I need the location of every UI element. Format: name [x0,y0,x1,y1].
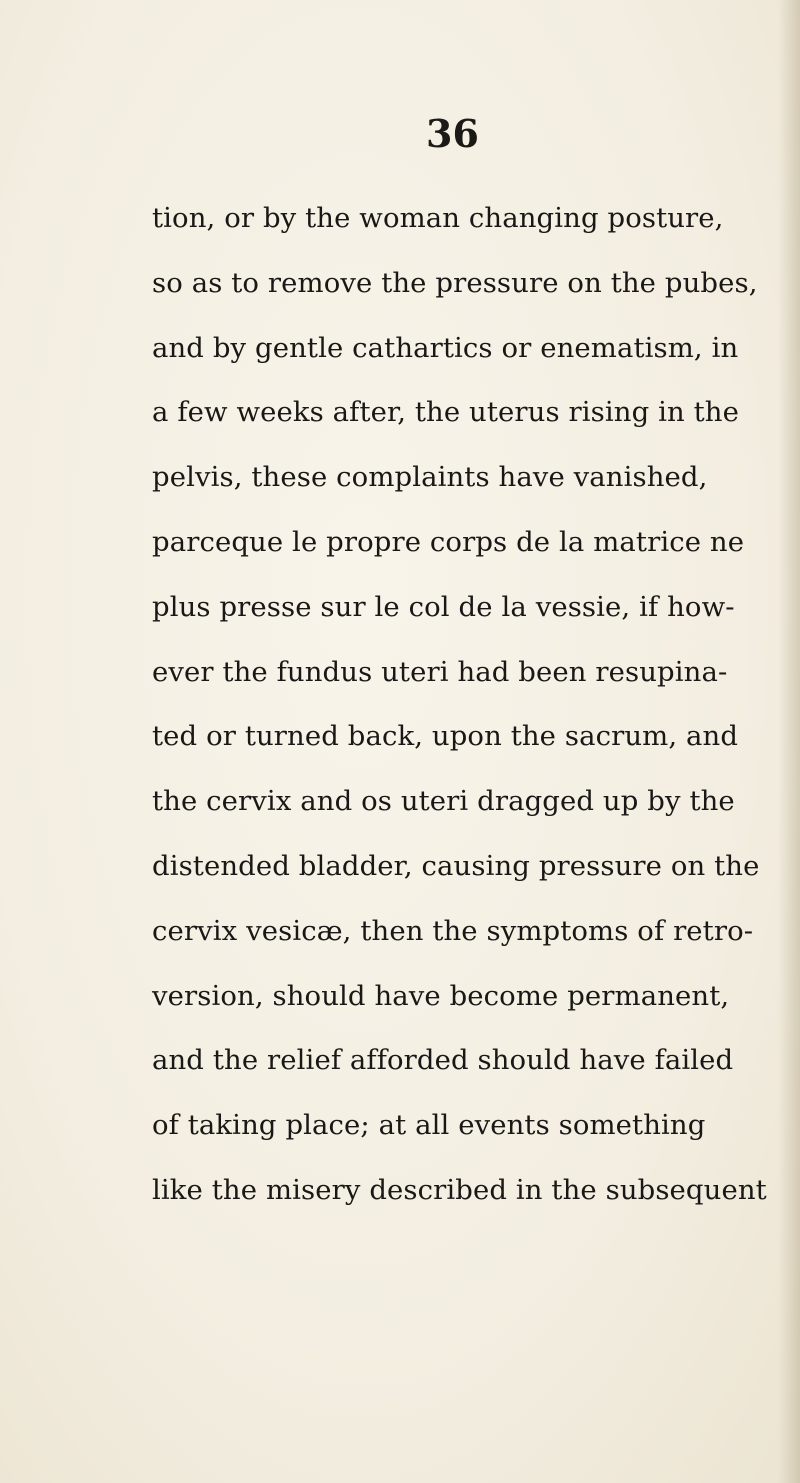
text-line: a few weeks after, the uterus rising in the [152,396,739,429]
text-line: distended bladder, causing pressure on the [152,849,760,882]
text-line: tion, or by the woman changing posture, [152,202,724,234]
text-line: of taking place; at all events something [152,1109,706,1142]
text-line: so as to remove the pressure on the pubes, [152,266,758,299]
text-line: plus presse sur le col de la vessie, if how- [152,590,735,623]
text-line: cervix vesicæ, then the symptoms of retro- [152,914,754,947]
text-line: like the misery described in the subsequent [152,1173,767,1206]
text-line: ever the fundus uteri had been resupina- [152,655,728,688]
text-line: and by gentle cathartics or enematism, in [152,331,739,364]
text-line: ted or turned back, upon the sacrum, and [152,720,739,753]
text-line: parceque le propre corps de la matrice ne [152,525,745,558]
text-line: and the relief afforded should have failed [152,1044,734,1077]
body-text [152,186,782,1223]
text-line: the cervix and os uteri dragged up by the [152,785,735,818]
page-number: 36 [426,111,479,156]
text-line: version, should have become permanent, [152,979,730,1012]
text-line: pelvis, these complaints have vanished, [152,461,708,494]
